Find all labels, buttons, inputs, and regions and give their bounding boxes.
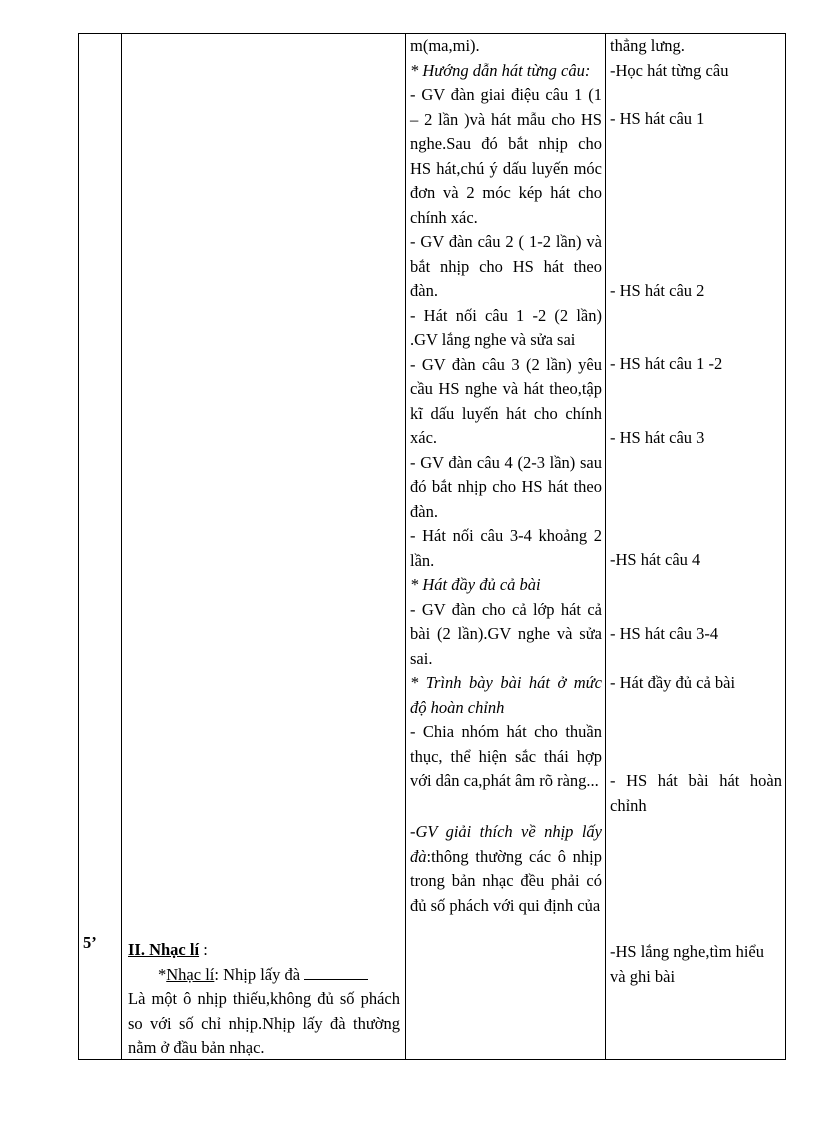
teacher-step: m(ma,mi). (410, 36, 480, 55)
student-activity: thẳng lưng. (610, 36, 685, 55)
lesson-plan-table (78, 33, 786, 1060)
column-divider (405, 34, 406, 1059)
student-activity: - HS hát câu 3-4 (610, 624, 719, 643)
teacher-step: - GV đàn cho cả lớp hát cả bài (2 lần).GV nghe và sửa sai. (410, 599, 602, 668)
definition-text: Là một ô nhịp thiếu,không đủ số phách so với số chỉ nhịp.Nhịp lấy đà thường nằm ở đầu bản nhạc. (128, 989, 400, 1057)
content-column (128, 34, 400, 1061)
student-activity: - HS hát bài hát hoàn chỉnh (610, 771, 782, 815)
column-divider (121, 34, 122, 1059)
teacher-column (410, 34, 602, 918)
student-activity: -HS hát câu 4 (610, 550, 701, 569)
teacher-step: - GV đàn câu 4 (2-3 lần) sau đó bắt nhịp cho HS hát theo đàn. (410, 452, 602, 521)
teacher-explanation: -GV giải thích về nhịp lấy đà:thông thường các ô nhịp trong bản nhạc đều phải có đủ số phách với qui định của (410, 822, 602, 915)
section-heading: II. Nhạc lí : (128, 940, 208, 959)
student-activity: -Học hát từng câu (610, 60, 729, 80)
teacher-step: - Hát nối câu 3-4 khoảng 2 lần. (410, 526, 602, 570)
student-activity: - HS hát câu 1 (610, 109, 705, 128)
teacher-step: - GV đàn câu 3 (2 lần) yêu cầu HS nghe và hát theo,tập kĩ dấu luyến hát cho chính xác. (410, 354, 602, 447)
student-activity: - HS hát câu 2 (610, 281, 705, 300)
teacher-step: - Hát nối câu 1 -2 (2 lần) .GV lắng nghe và sửa sai (410, 305, 602, 349)
teacher-step: - Chia nhóm hát cho thuần thục, thể hiện sắc thái hợp với dân ca,phát âm rõ ràng... (410, 722, 602, 790)
student-activity: - Hát đầy đủ cả bài (610, 673, 736, 692)
teacher-step: * Trình bày bài hát ở mức độ hoàn chỉnh (410, 673, 602, 717)
student-activity: -HS lắng nghe,tìm hiểu và ghi bài (610, 942, 764, 986)
teacher-step: * Hướng dẫn hát từng câu: (410, 60, 591, 80)
column-divider (605, 34, 606, 1059)
student-activity: - HS hát câu 3 (610, 428, 705, 447)
student-activity: - HS hát câu 1 -2 (610, 354, 723, 373)
time-column (83, 34, 121, 956)
teacher-step: - GV đàn giai điệu câu 1 (1 – 2 lần )và hát mẫu cho HS nghe.Sau đó bắt nhịp cho HS hát,chú ý dấu luyến móc đơn và 2 móc kép hát cho chính xác. (410, 85, 602, 227)
subheading: *Nhạc lí: Nhịp lấy đà (128, 963, 400, 988)
underline-blank (304, 965, 368, 980)
teacher-step: - GV đàn câu 2 ( 1-2 lần) và bắt nhịp cho HS hát theo đàn. (410, 232, 602, 300)
time-value: 5’ (83, 933, 97, 952)
teacher-step: * Hát đầy đủ cả bài (410, 575, 541, 594)
